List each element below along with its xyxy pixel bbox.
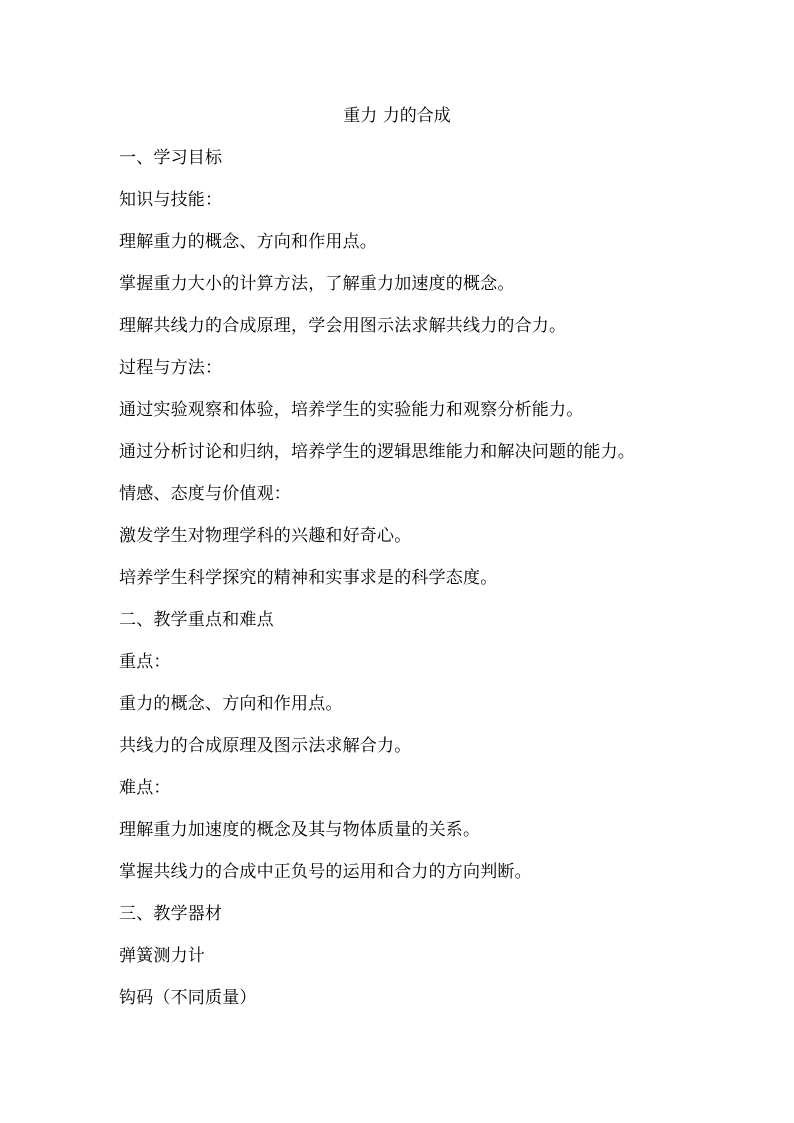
paragraph-line: 通过分析讨论和归纳，培养学生的逻辑思维能力和解决问题的能力。 bbox=[119, 442, 635, 462]
section-heading-equipment: 三、教学器材 bbox=[119, 904, 223, 924]
paragraph-line: 通过实验观察和体验，培养学生的实验能力和观察分析能力。 bbox=[119, 400, 584, 420]
paragraph-line: 理解共线力的合成原理，学会用图示法求解共线力的合力。 bbox=[119, 316, 567, 336]
subheading-knowledge-skills: 知识与技能： bbox=[119, 190, 223, 210]
subheading-difficulties: 难点： bbox=[119, 778, 171, 798]
paragraph-line: 重力的概念、方向和作用点。 bbox=[119, 694, 343, 714]
document-title: 重力 力的合成 bbox=[343, 106, 451, 126]
paragraph-line: 培养学生科学探究的精神和实事求是的科学态度。 bbox=[119, 568, 498, 588]
section-heading-key-points: 二、教学重点和难点 bbox=[119, 610, 274, 630]
paragraph-line: 共线力的合成原理及图示法求解合力。 bbox=[119, 736, 412, 756]
subheading-key-points: 重点： bbox=[119, 652, 171, 672]
paragraph-line: 理解重力加速度的概念及其与物体质量的关系。 bbox=[119, 820, 481, 840]
paragraph-line: 激发学生对物理学科的兴趣和好奇心。 bbox=[119, 526, 412, 546]
subheading-emotion-attitude-values: 情感、态度与价值观： bbox=[119, 484, 291, 504]
paragraph-line: 掌握共线力的合成中正负号的运用和合力的方向判断。 bbox=[119, 862, 532, 882]
section-heading-objectives: 一、学习目标 bbox=[119, 148, 223, 168]
paragraph-line: 理解重力的概念、方向和作用点。 bbox=[119, 232, 377, 252]
list-item: 弹簧测力计 bbox=[119, 946, 205, 966]
list-item: 钩码（不同质量） bbox=[119, 988, 257, 1008]
paragraph-line: 掌握重力大小的计算方法，了解重力加速度的概念。 bbox=[119, 274, 515, 294]
subheading-process-methods: 过程与方法： bbox=[119, 358, 223, 378]
